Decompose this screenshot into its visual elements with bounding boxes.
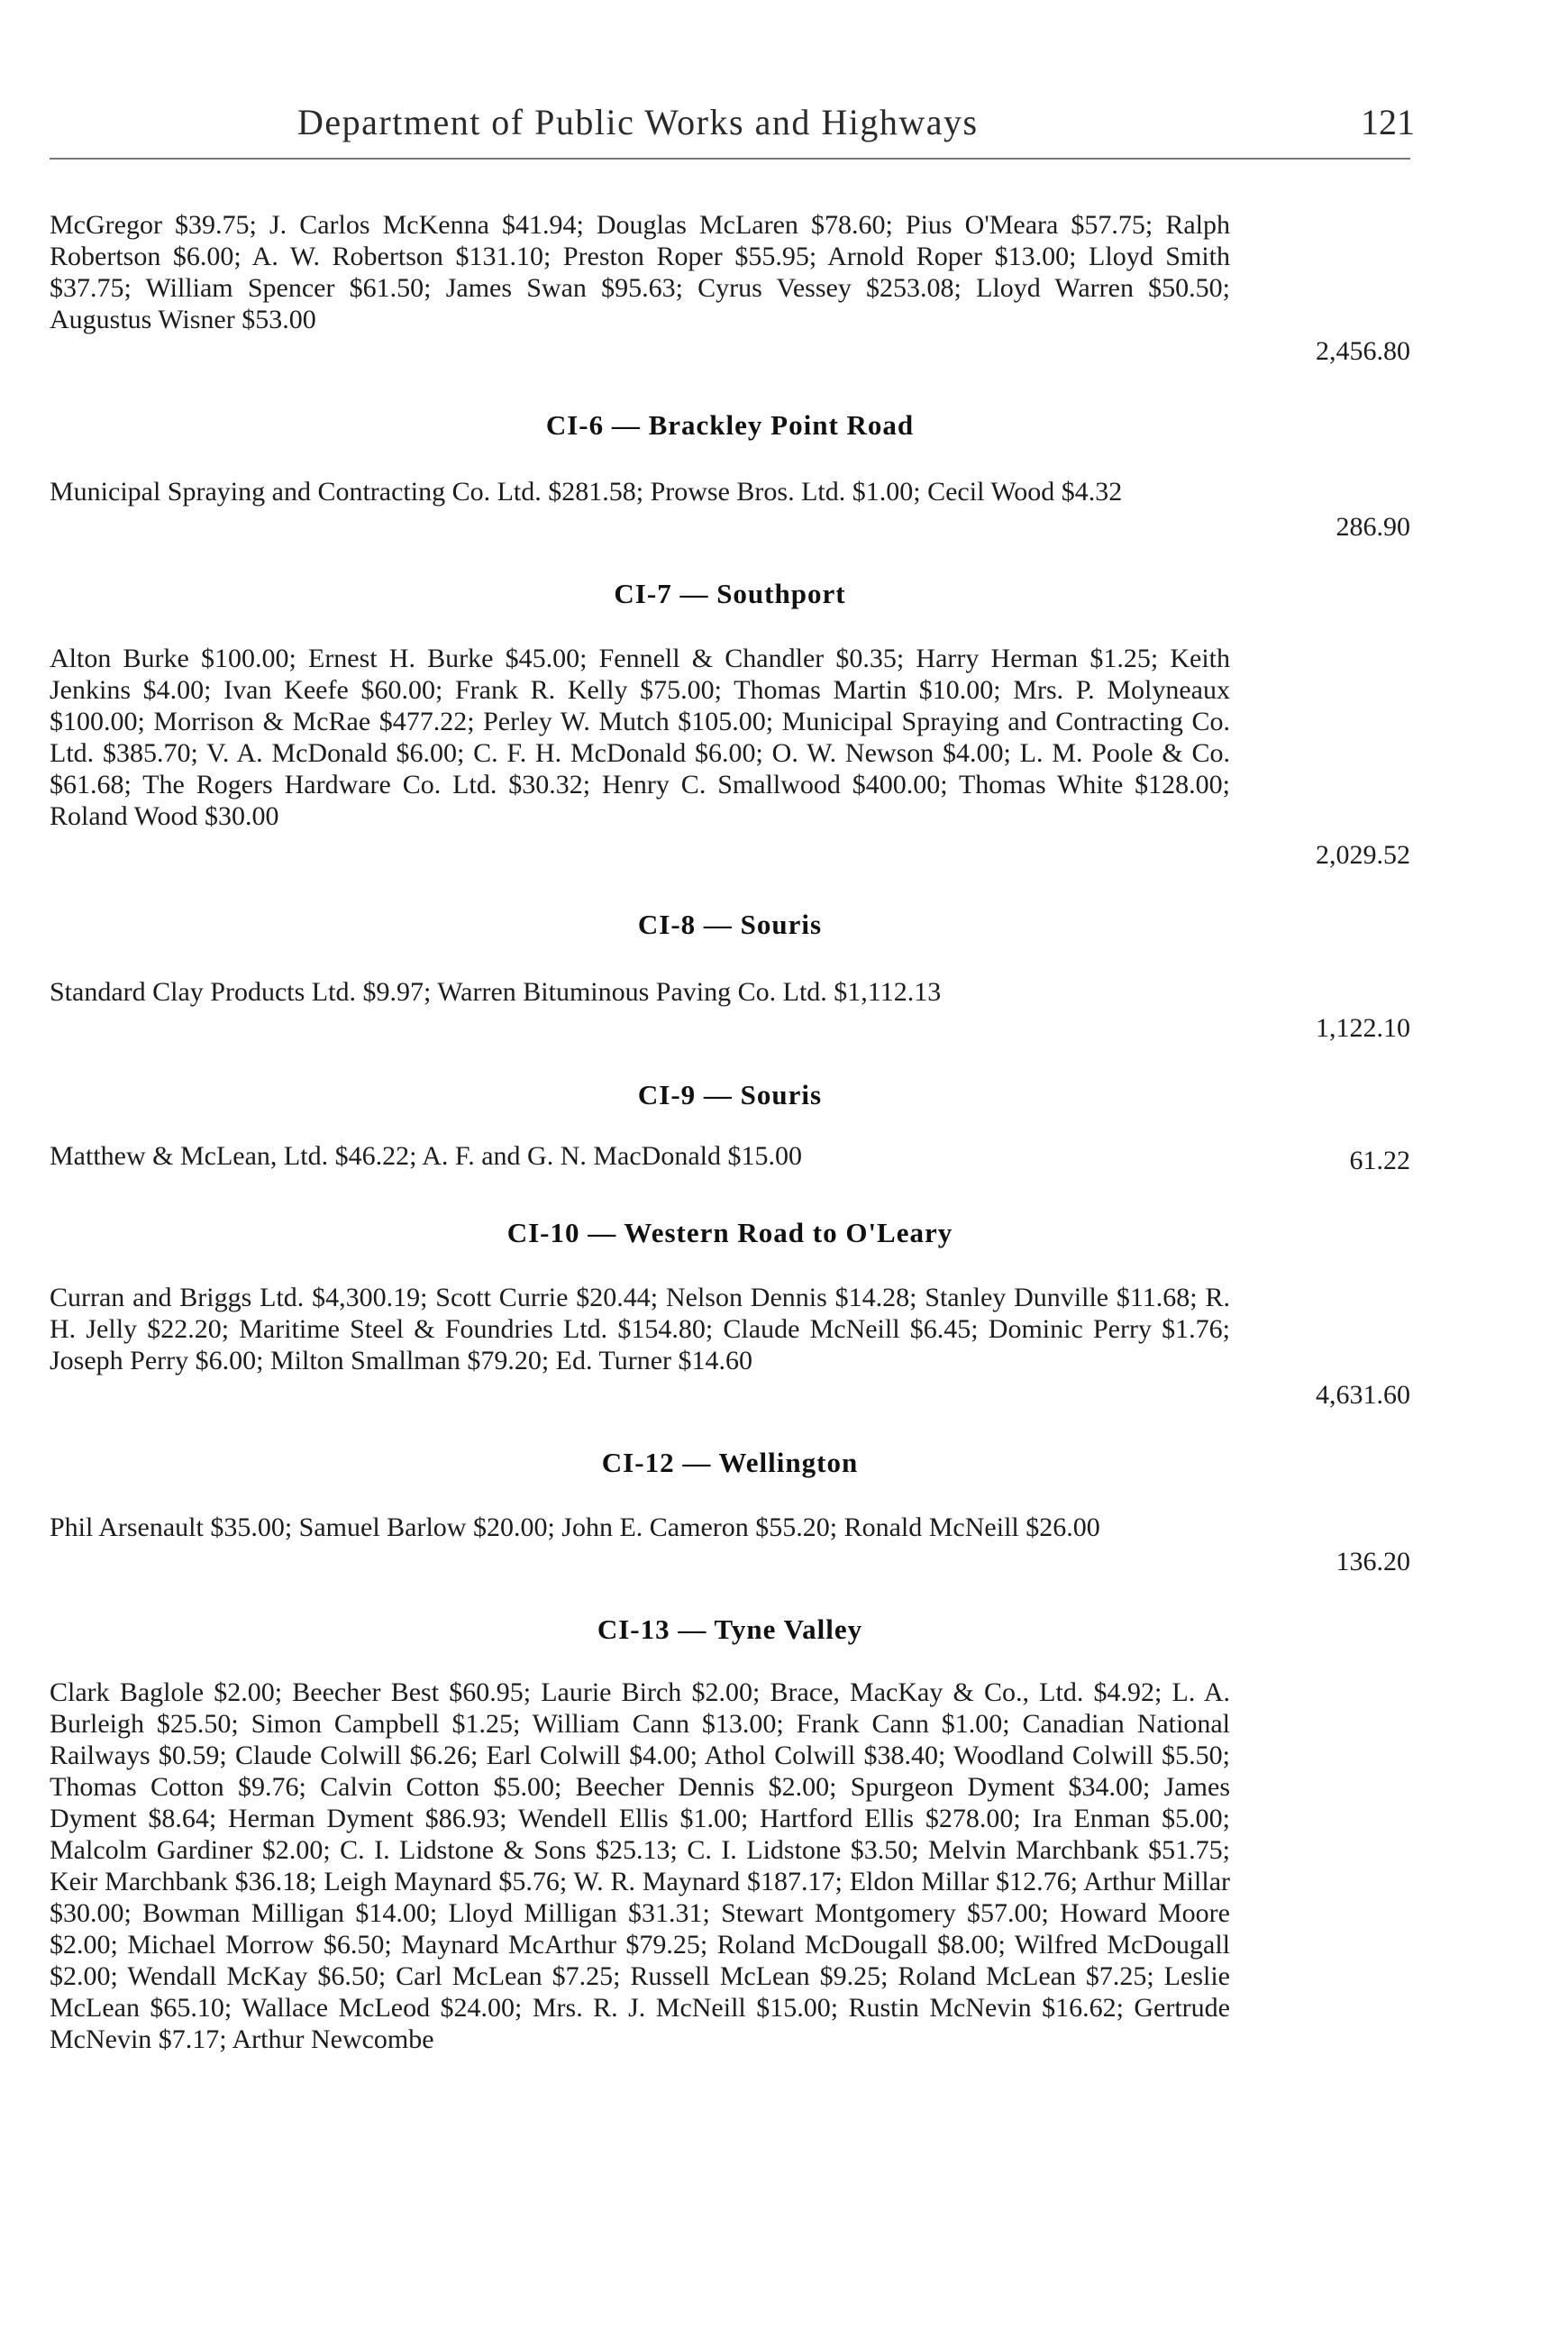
section-entry-ci-12	[50, 1512, 1410, 1576]
section-entry-ci-13	[50, 1677, 1410, 2055]
section-heading-ci-13: CI-13 — Tyne Valley	[597, 1613, 863, 1645]
header-rule	[50, 158, 1410, 160]
section-entry-ci-8	[50, 976, 1410, 1043]
section-total: 61.22	[1349, 1146, 1410, 1175]
section-heading-ci-12: CI-12 — Wellington	[601, 1447, 859, 1478]
page-number: 121	[1361, 102, 1415, 142]
section-text: Clark Baglole $2.00; Beecher Best $60.95; Laurie Birch $2.00; Brace, MacKay & Co., Ltd. $4.92; L. A. Burleigh $25.50; Simon Campbell $1.25; William Cann $13.00; Frank Cann $1.00; Canadian National Railways $0.59; Claude Colwill $6.26; Earl Colwill $4.00; Athol Colwill $38.40; Woodland Colwill $5.50; Thomas Cotton $9.76; Calvin Cotton $5.00; Beecher Dennis $2.00; Spurgeon Dyment $34.00; James Dyment $8.64; Herman Dyment $86.93; Wendell Ellis $1.00; Hartford Ellis $278.00; Ira Enman $5.00; Malcolm Gardiner $2.00; C. I. Lidstone & Sons $25.13; C. I. Lidstone $3.50; Melvin Marchbank $51.75; Keir Marchbank $36.18; Leigh Maynard $5.76; W. R. Maynard $187.17; Eldon Millar $12.76; Arthur Millar $30.00; Bowman Milligan $14.00; Lloyd Milligan $31.31; Stewart Montgomery $57.00; Howard Moore $2.00; Michael Morrow $6.50; Maynard McArthur $79.25; Roland McDougall $8.00; Wilfred McDougall $2.00; Wendall McKay $6.50; Carl McLean $7.25; Russell McLean $9.25; Roland McLean $7.25; Leslie McLean $65.10; Wallace McLeod $24.00; Mrs. R. J. McNeill $15.00; Rustin McNevin $16.62; Gertrude McNevin $7.17; Arthur Newcombe	[50, 1677, 1230, 2054]
section-text: Matthew & McLean, Ltd. $46.22; A. F. and G. N. MacDonald $15.00	[50, 1141, 802, 1171]
section-total: 286.90	[1336, 512, 1410, 542]
section-text: Phil Arsenault $35.00; Samuel Barlow $20.00; John E. Cameron $55.20; Ronald McNeill $26.00	[50, 1512, 1100, 1542]
section-heading-ci-9: CI-9 — Souris	[637, 1079, 823, 1110]
section-total: 4,631.60	[1316, 1380, 1410, 1410]
section-total: 136.20	[1336, 1547, 1410, 1576]
section-entry-ci-9	[50, 1140, 1410, 1175]
section-entry-ci-7	[50, 643, 1410, 870]
continuation-text: McGregor $39.75; J. Carlos McKenna $41.94; Douglas McLaren $78.60; Pius O'Meara $57.75; Ralph Robertson $6.00; A. W. Robertson $131.10; Preston Roper $55.95; Arnold Roper $13.00; Lloyd Smith $37.75; William Spencer $61.50; James Swan $95.63; Cyrus Vessey $253.08; Lloyd Warren $50.50; Augustus Wisner $53.00	[50, 210, 1230, 334]
section-total: 1,122.10	[1316, 1013, 1410, 1043]
section-text: Municipal Spraying and Contracting Co. Ltd. $281.58; Prowse Bros. Ltd. $1.00; Cecil Wood $4.32	[50, 477, 1123, 507]
section-heading-ci-7: CI-7 — Southport	[614, 578, 846, 609]
section-entry-ci-10	[50, 1282, 1410, 1410]
section-heading-ci-8: CI-8 — Souris	[637, 909, 823, 940]
section-text: Curran and Briggs Ltd. $4,300.19; Scott Currie $20.44; Nelson Dennis $14.28; Stanley Dunville $11.68; R. H. Jelly $22.20; Maritime Steel & Foundries Ltd. $154.80; Claude McNeill $6.45; Dominic Perry $1.76; Joseph Perry $6.00; Milton Smallman $79.20; Ed. Turner $14.60	[50, 1283, 1230, 1375]
continuation-entry	[50, 209, 1410, 366]
section-entry-ci-6	[50, 476, 1410, 542]
section-heading-ci-6: CI-6 — Brackley Point Road	[545, 409, 915, 441]
section-total: 2,029.52	[1316, 840, 1410, 870]
section-text: Standard Clay Products Ltd. $9.97; Warren Bituminous Paving Co. Ltd. $1,112.13	[50, 977, 942, 1007]
running-head: Department of Public Works and Highways	[297, 102, 979, 142]
continuation-total: 2,456.80	[1316, 336, 1410, 366]
section-text: Alton Burke $100.00; Ernest H. Burke $45.00; Fennell & Chandler $0.35; Harry Herman $1.25; Keith Jenkins $4.00; Ivan Keefe $60.00; Frank R. Kelly $75.00; Thomas Martin $10.00; Mrs. P. Molyneaux $100.00; Morrison & McRae $477.22; Perley W. Mutch $105.00; Municipal Spraying and Contracting Co. Ltd. $385.70; V. A. McDonald $6.00; C. F. H. McDonald $6.00; O. W. Newson $4.00; L. M. Poole & Co. $61.68; The Rogers Hardware Co. Ltd. $30.32; Henry C. Smallwood $400.00; Thomas White $128.00; Roland Wood $30.00	[50, 644, 1230, 831]
section-heading-ci-10: CI-10 — Western Road to O'Leary	[506, 1217, 953, 1248]
